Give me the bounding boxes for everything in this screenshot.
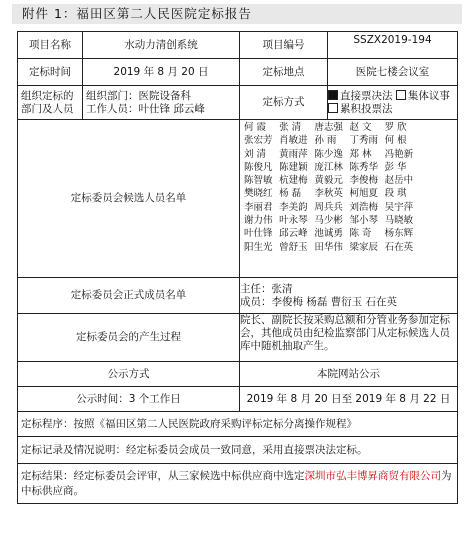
candidate-name: 马少彬 [314, 215, 343, 227]
time-label: 定标时间 [18, 59, 83, 86]
announce-label: 公示方式 [18, 362, 240, 387]
time-value: 2019 年 8 月 20 日 [83, 59, 240, 86]
method-option-1[interactable]: 直接票决法 [328, 90, 393, 102]
candidate-name: 叶仕锋 [244, 228, 273, 240]
candidate-name: 陈俊凡 [244, 161, 273, 173]
candidate-name: 叶永琴 [279, 215, 308, 227]
candidate-name [420, 187, 455, 200]
candidate-name: 杨 磊 [279, 188, 302, 200]
procedure-row: 定标程序：按照《福田区第二人民医院政府采购评标定标分离操作规程》 [18, 412, 458, 437]
candidate-name: 李丽君 [244, 201, 273, 213]
org-value [83, 86, 240, 120]
candidate-name: 谢力伟 [244, 215, 273, 227]
members-director: 主任：张清 [240, 282, 293, 295]
announce-value: 本院网站公示 [240, 362, 458, 387]
candidate-name: 陈建颖 [279, 161, 308, 173]
candidate-name [420, 241, 455, 254]
result-prefix: 定标结果：经定标委员会评审，从三家候选中标供应商中选定 [21, 469, 305, 482]
announce-time-label: 公示时间：3 个工作日 [18, 387, 240, 412]
candidates-grid [240, 120, 457, 254]
candidate-name [420, 161, 455, 174]
method-options [328, 86, 458, 120]
candidate-name: 肖敏进 [279, 135, 308, 147]
candidate-name: 池诚勇 [314, 228, 343, 240]
checkbox-unchecked-icon[interactable] [396, 90, 406, 100]
candidates-label: 定标委员会候选人员名单 [18, 120, 240, 278]
candidate-name: 段 琪 [384, 188, 407, 200]
method-option-3[interactable]: 累积投票法 [328, 103, 393, 115]
candidate-name: 邱云峰 [279, 228, 308, 240]
candidate-name: 杨东辉 [384, 228, 414, 240]
candidate-name: 陈智敏 [244, 175, 273, 187]
announce-time-value: 2019 年 8 月 20 日至 2019 年 8 月 22 日 [240, 387, 458, 412]
report-title [12, 4, 462, 24]
candidate-name: 吴宇萍 [384, 201, 414, 213]
candidate-name: 阳生光 [244, 241, 273, 253]
candidate-name: 郑 林 [349, 148, 372, 160]
candidate-name: 孙 雨 [314, 135, 337, 147]
candidate-name: 邹小琴 [349, 215, 379, 227]
candidate-name: 赵 文 [349, 122, 372, 133]
org-dept: 组织部门：医院设备科 [86, 89, 191, 102]
candidate-name: 冯艳新 [384, 148, 414, 160]
candidate-name: 罗 欣 [384, 122, 407, 133]
place-label: 定标地点 [240, 59, 328, 86]
candidate-name: 彭 华 [384, 161, 407, 173]
candidate-name: 黄雨萍 [279, 148, 308, 160]
members-list: 成员：李俊梅 杨磊 曹衍玉 石在英 [240, 295, 398, 308]
method-label: 定标方式 [240, 86, 328, 120]
candidate-name: 何 根 [384, 135, 407, 147]
candidate-name [420, 174, 455, 187]
candidate-name [420, 227, 455, 240]
candidate-name: 梁家辰 [349, 241, 379, 253]
project-no-label: 项目编号 [240, 32, 328, 59]
candidate-name: 曾舒玉 [279, 241, 308, 253]
candidate-name: 石在英 [384, 241, 414, 253]
candidate-name: 柯旭夏 [349, 188, 379, 200]
candidate-name: 田华伟 [314, 241, 343, 253]
result-suffix: 为中标供应商。 [21, 469, 452, 497]
candidate-name: 杭建梅 [279, 175, 308, 187]
candidate-name [420, 121, 455, 134]
candidate-name: 樊晓红 [244, 188, 273, 200]
project-name-value: 水动力清创系统 [83, 32, 240, 59]
report-title-text: 附件 1：福田区第二人民医院定标报告 [22, 6, 252, 21]
candidate-name: 何 霞 [244, 122, 267, 133]
process-value: 院长、副院长按采购总额和分管业务参加定标会，其他成员由纪检监察部门从定标候选人员库中随机抽取产生。 [240, 314, 458, 362]
candidate-name: 刘浩梅 [349, 201, 379, 213]
candidate-name: 张 清 [279, 122, 302, 133]
checkbox-checked-icon[interactable] [328, 90, 338, 100]
candidate-name: 张宏芳 [244, 135, 273, 147]
method-option-2[interactable]: 集体议事 [396, 90, 450, 102]
candidate-name [420, 134, 455, 147]
candidate-name: 陈少逸 [314, 148, 343, 160]
members-value [240, 278, 458, 314]
record-row: 定标记录及情况说明：经定标委员会成员一致同意，采用直接票决法定标。 [18, 437, 458, 464]
candidate-name [420, 201, 455, 214]
candidate-name: 陈秀华 [349, 161, 379, 173]
result-row [18, 464, 458, 504]
org-staff: 工作人员：叶仕锋 邱云峰 [86, 102, 205, 115]
place-value: 医院七楼会议室 [328, 59, 458, 86]
candidate-name: 陈 奇 [349, 228, 372, 240]
candidate-name: 黄毅元 [314, 175, 343, 187]
org-label: 组织定标的部门及人员 [18, 86, 83, 120]
candidate-name: 刘 清 [244, 148, 267, 160]
candidate-name: 唐志强 [314, 122, 343, 133]
checkbox-unchecked-icon[interactable] [328, 103, 338, 113]
candidate-name: 周兵兵 [314, 201, 343, 213]
candidate-name: 李秋英 [314, 188, 343, 200]
report-table [17, 31, 458, 504]
project-no-value: SSZX2019-194 [328, 32, 458, 59]
candidates-list [240, 120, 458, 278]
project-name-label: 项目名称 [18, 32, 83, 59]
result-company: 深圳市弘丰博昇商贸有限公司 [304, 469, 441, 482]
candidate-name [420, 214, 455, 227]
candidate-name [420, 148, 455, 161]
candidate-name: 李美韵 [279, 201, 308, 213]
candidate-name: 庞江林 [314, 161, 343, 173]
candidate-name: 李俊梅 [349, 175, 379, 187]
members-label: 定标委员会正式成员名单 [18, 278, 240, 314]
candidate-name: 赵岳中 [384, 175, 414, 187]
candidate-name: 马晓敏 [384, 215, 414, 227]
candidate-name: 丁秀雨 [349, 135, 379, 147]
process-label: 定标委员会的产生过程 [18, 314, 240, 362]
